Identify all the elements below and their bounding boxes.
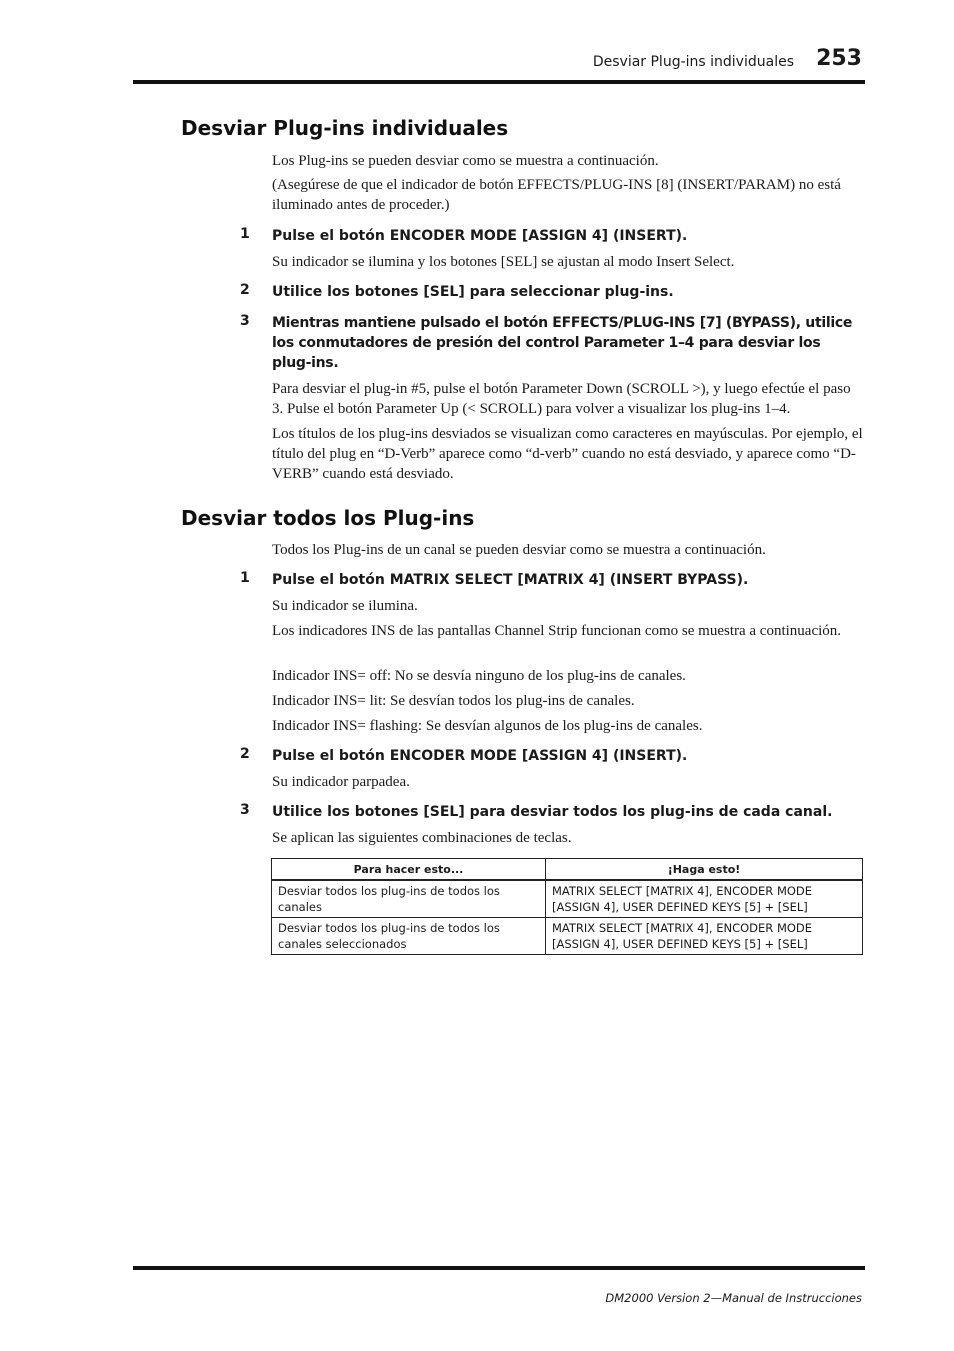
section-heading-individual: Desviar Plug-ins individuales — [181, 116, 509, 140]
step-number: 2 — [240, 746, 250, 762]
step-text: Mientras mantiene pulsado el botón EFFECTS/PLUG-INS [7] (BYPASS), utilice los conmutadores de presión del control Parameter 1–4 para desviar los plug-ins. — [272, 315, 853, 371]
step-number: 3 — [240, 313, 250, 329]
step-text: Utilice los botones [SEL] para desviar todos los plug-ins de cada canal. — [272, 804, 833, 820]
footer-rule — [133, 1266, 865, 1270]
table-cell: MATRIX SELECT [MATRIX 4], ENCODER MODE [ASSIGN 4], USER DEFINED KEYS [5] + [SEL] — [546, 880, 863, 918]
intro-paragraph: Los Plug-ins se pueden desviar como se muestra a continuación. — [272, 153, 659, 169]
step-number: 1 — [240, 570, 250, 586]
step-note: Su indicador se ilumina. — [272, 598, 418, 614]
running-header-title: Desviar Plug-ins individuales — [592, 54, 794, 70]
step-number: 1 — [240, 226, 250, 242]
step-text: Pulse el botón MATRIX SELECT [MATRIX 4] (INSERT BYPASS). — [272, 572, 749, 588]
table-header-cell: Para hacer esto... — [272, 859, 546, 881]
intro-paragraph: Todos los Plug-ins de un canal se pueden desviar como se muestra a continuación. — [272, 542, 766, 558]
table-row — [272, 918, 863, 955]
header-rule — [133, 80, 865, 84]
table-header-row — [272, 859, 863, 881]
table-cell: Desviar todos los plug-ins de todos los canales — [272, 880, 546, 918]
step-number: 3 — [240, 802, 250, 818]
table-header-cell: ¡Haga esto! — [546, 859, 863, 881]
step-note: Los títulos de los plug-ins desviados se visualizan como caracteres en mayúsculas. Por ejemplo, el título del plug en “D-Verb” aparece como “d-verb” cuando no está desviado, y aparece como “D-VERB” cuando está desviado. — [272, 426, 863, 482]
step-note: Su indicador se ilumina y los botones [SEL] se ajustan al modo Insert Select. — [272, 254, 735, 270]
intro-note: (Asegúrese de que el indicador de botón EFFECTS/PLUG-INS [8] (INSERT/PARAM) no está iluminado antes de proceder.) — [272, 177, 841, 213]
step-number: 2 — [240, 282, 250, 298]
step-note: Indicador INS= lit: Se desvían todos los plug-ins de canales. — [272, 693, 635, 709]
section-heading-all: Desviar todos los Plug-ins — [181, 506, 475, 530]
step-text: Pulse el botón ENCODER MODE [ASSIGN 4] (INSERT). — [272, 748, 688, 764]
step-note: Indicador INS= flashing: Se desvían algunos de los plug-ins de canales. — [272, 718, 703, 734]
table-cell: Desviar todos los plug-ins de todos los canales seleccionados — [272, 918, 546, 955]
table-cell: MATRIX SELECT [MATRIX 4], ENCODER MODE [ASSIGN 4], USER DEFINED KEYS [5] + [SEL] — [546, 918, 863, 955]
key-combination-table — [271, 858, 863, 955]
step-note: Su indicador parpadea. — [272, 774, 410, 790]
table-row — [272, 880, 863, 918]
footer-manual-title: DM2000 Version 2—Manual de Instrucciones — [605, 1291, 862, 1305]
step-note: Los indicadores INS de las pantallas Channel Strip funcionan como se muestra a continuación. — [272, 623, 842, 639]
step-note: Se aplican las siguientes combinaciones de teclas. — [272, 830, 572, 846]
step-text: Utilice los botones [SEL] para seleccionar plug-ins. — [272, 284, 674, 300]
step-text: Pulse el botón ENCODER MODE [ASSIGN 4] (INSERT). — [272, 228, 688, 244]
step-note: Indicador INS= off: No se desvía ninguno de los plug-ins de canales. — [272, 668, 686, 684]
page-number: 253 — [816, 46, 862, 71]
step-note: Para desviar el plug-in #5, pulse el botón Parameter Down (SCROLL >), y luego efectúe el paso 3. Pulse el botón Parameter Up (< SCROLL) para volver a visualizar los plug-ins 1–4. — [272, 381, 851, 417]
